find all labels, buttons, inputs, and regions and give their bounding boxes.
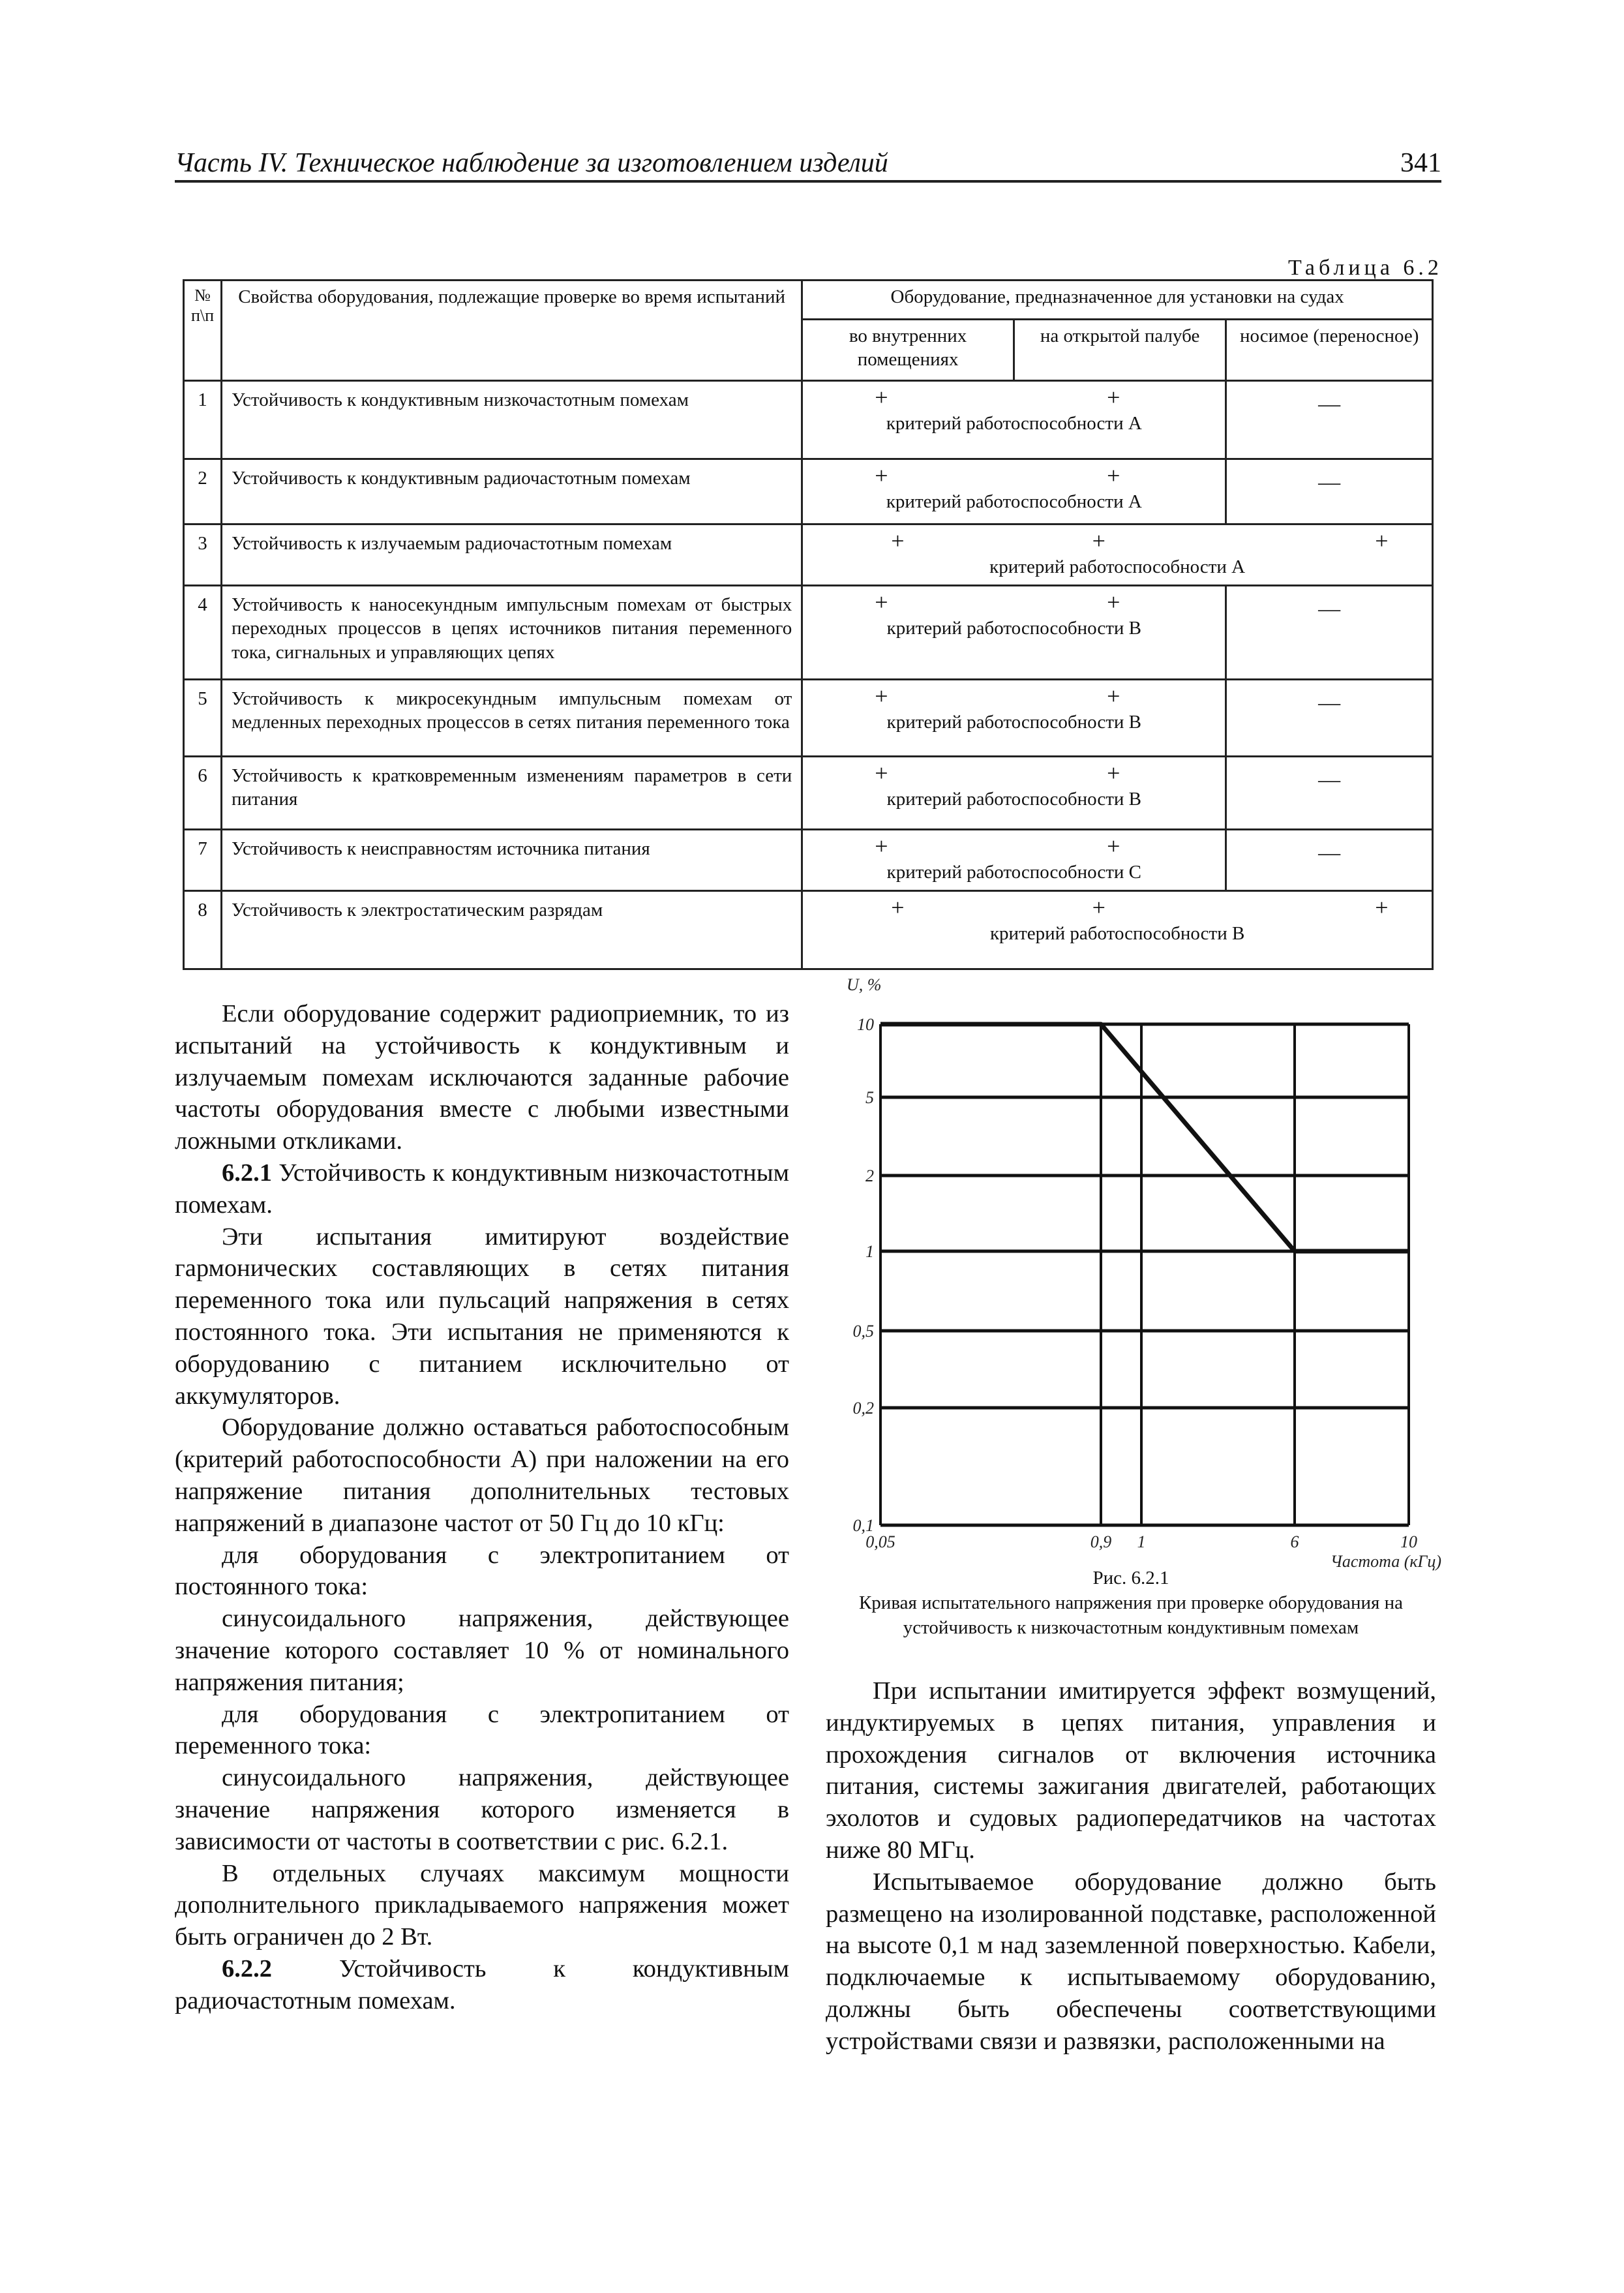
plus-indoor: +: [875, 589, 888, 615]
plus-deck: +: [1107, 589, 1120, 615]
plus-deck: +: [1107, 463, 1120, 489]
row-criterion-cell: [802, 680, 1226, 757]
row-number: 8: [184, 891, 222, 969]
paragraph: В отдельных случаях максимум мощности дополнительного прикладываемого напряжения может быть ограничен до 2 Вт.: [175, 1859, 789, 1951]
row-criterion-cell: [802, 830, 1226, 891]
row-criterion-cell: [802, 586, 1226, 680]
row-number: 2: [184, 459, 222, 524]
row-property: Устойчивость к кратковременным изменениям параметров в сети питания: [221, 757, 802, 830]
row-portable: —: [1226, 459, 1433, 524]
row-criterion-cell: [802, 524, 1433, 586]
row-number: 1: [184, 381, 222, 459]
table-row: [184, 891, 1433, 969]
col-header-properties: Свойства оборудования, подлежащие проверке во время испытаний: [221, 281, 802, 381]
plus-deck: +: [1092, 894, 1105, 920]
paragraph: для оборудования с электропитанием от переменного тока:: [175, 1700, 789, 1760]
y-tick-label: 2: [865, 1166, 874, 1185]
row-portable: —: [1226, 680, 1433, 757]
voltage-frequency-chart: [822, 972, 1448, 1579]
plus-indoor: +: [875, 760, 888, 786]
figure-caption: Кривая испытательного напряжения при проверке оборудования на устойчивость к низкочастотным кондуктивным помехам: [858, 1592, 1404, 1638]
row-number: 6: [184, 757, 222, 830]
y-tick-label: 10: [857, 1015, 874, 1034]
figure-label: Рис. 6.2.1: [1092, 1568, 1169, 1588]
x-axis-label: Частота (кГц): [1330, 1552, 1441, 1571]
section-title: Устойчивость к кондуктивным низкочастотным помехам.: [175, 1159, 789, 1219]
criterion-text: критерий работоспособности В: [989, 923, 1245, 944]
row-criterion-cell: [802, 381, 1226, 459]
section-heading-6-2-2: [175, 1953, 789, 2017]
col-header-indoor: во внутренних помещениях: [802, 320, 1014, 381]
table-row: [184, 381, 1433, 459]
y-tick-label: 1: [865, 1242, 874, 1261]
page-number: 341: [1400, 148, 1441, 178]
paragraph: Оборудование должно оставаться работоспособным (критерий работоспособности А) при наложении на его напряжение питания дополнительных тестовых напряжений в диапазоне частот от 50 Гц до 10 кГц:: [175, 1414, 789, 1537]
plus-deck: +: [1107, 683, 1120, 709]
row-criterion-cell: [802, 459, 1226, 524]
row-portable: —: [1226, 586, 1433, 680]
row-property: Устойчивость к наносекундным импульсным помехам от быстрых переходных процессов в цепях источников питания переменного тока, сигнальных и управляющих цепях: [221, 586, 802, 680]
row-property: Устойчивость к электростатическим разрядам: [221, 891, 802, 969]
paragraph: При испытании имитируется эффект возмущений, индуктируемых в цепях питания, управления и прохождения сигналов от включения источника питания, системы зажигания двигателей, работающих эхолотов и судовых радиопередатчиков на частотах ниже 80 МГц.: [826, 1677, 1436, 1864]
x-tick-label: 6: [1290, 1532, 1299, 1551]
criterion-text: критерий работоспособности В: [886, 618, 1141, 639]
right-text-column: [826, 1675, 1436, 2058]
y-tick-label: 0,2: [852, 1399, 874, 1418]
table-row: [184, 524, 1433, 586]
col-header-deck: на открытой палубе: [1014, 320, 1226, 381]
properties-table: [183, 279, 1434, 970]
y-tick-label: 0,1: [852, 1516, 874, 1535]
y-tick-label: 0,5: [852, 1322, 874, 1341]
table-caption: Таблица 6.2: [1288, 256, 1443, 280]
row-property: Устойчивость к неисправностям источника питания: [221, 830, 802, 891]
criterion-text: критерий работоспособности А: [989, 556, 1246, 577]
figure-caption-block: [826, 1566, 1436, 1640]
col-header-portable: носимое (переносное): [1226, 320, 1433, 381]
col-header-num: № п\п: [184, 281, 222, 381]
plus-indoor: +: [875, 683, 888, 709]
row-criterion-cell: [802, 891, 1433, 969]
paragraph: для оборудования с электропитанием от постоянного тока:: [175, 1541, 789, 1601]
paragraph: синусоидального напряжения, действующее значение напряжения которого изменяется в зависимости от частоты в соответствии с рис. 6.2.1.: [175, 1764, 789, 1855]
section-number: 6.2.1: [222, 1159, 272, 1187]
table-row: [184, 830, 1433, 891]
plus-portable: +: [1375, 894, 1389, 920]
plus-deck: +: [1107, 760, 1120, 786]
row-number: 3: [184, 524, 222, 586]
paragraph: Эти испытания имитируют воздействие гармонических составляющих в сетях питания переменного тока или пульсаций напряжения в сетях постоянного тока. Эти испытания не применяются к оборудованию с питанием исключительно от аккумуляторов.: [175, 1222, 789, 1410]
section-heading-6-2-1: [175, 1157, 789, 1221]
row-number: 4: [184, 586, 222, 680]
criterion-text: критерий работоспособности А: [886, 413, 1142, 434]
paragraph: Испытываемое оборудование должно быть размещено на изолированной подставке, расположенной на высоте 0,1 м над заземленной поверхностью. Кабели, подключаемые к испытываемому оборудованию, должны быть обеспечены соответствующими устройствами связи и развязки, расположенными на: [826, 1868, 1436, 2055]
row-property: Устойчивость к микросекундным импульсным помехам от медленных переходных процессов в сетях питания переменного тока: [221, 680, 802, 757]
running-title: Часть IV. Техническое наблюдение за изготовлением изделий: [175, 148, 888, 178]
plus-portable: +: [1375, 528, 1389, 554]
x-tick-label: 0,05: [865, 1532, 895, 1551]
row-number: 7: [184, 830, 222, 891]
plus-deck: +: [1092, 528, 1105, 554]
plus-indoor: +: [875, 463, 888, 489]
row-criterion-cell: [802, 757, 1226, 830]
row-property: Устойчивость к кондуктивным низкочастотным помехам: [221, 381, 802, 459]
row-portable: —: [1226, 830, 1433, 891]
left-text-column: [175, 998, 789, 2017]
plus-indoor: +: [875, 384, 888, 410]
table-row: [184, 459, 1433, 524]
y-axis-label: U, %: [847, 975, 882, 994]
page-header: [175, 145, 1441, 183]
table-row: [184, 586, 1433, 680]
table-row: [184, 757, 1433, 830]
plus-indoor: +: [891, 528, 905, 554]
series-line: [880, 1024, 1409, 1251]
plus-deck: +: [1107, 833, 1120, 859]
row-portable: —: [1226, 381, 1433, 459]
criterion-text: критерий работоспособности В: [886, 789, 1141, 810]
criterion-text: критерий работоспособности С: [886, 862, 1141, 883]
plus-indoor: +: [891, 894, 905, 920]
x-tick-label: 0,9: [1090, 1532, 1112, 1551]
row-number: 5: [184, 680, 222, 757]
row-property: Устойчивость к излучаемым радиочастотным помехам: [221, 524, 802, 586]
row-portable: —: [1226, 757, 1433, 830]
plus-indoor: +: [875, 833, 888, 859]
row-property: Устойчивость к кондуктивным радиочастотным помехам: [221, 459, 802, 524]
plus-deck: +: [1107, 384, 1120, 410]
col-header-equipment: Оборудование, предназначенное для установки на судах: [802, 281, 1433, 320]
criterion-text: критерий работоспособности В: [886, 712, 1141, 733]
section-number: 6.2.2: [222, 1954, 272, 1982]
paragraph: синусоидального напряжения, действующее значение которого составляет 10 % от номинального напряжения питания;: [175, 1605, 789, 1696]
table-row: [184, 680, 1433, 757]
paragraph: Если оборудование содержит радиоприемник, то из испытаний на устойчивость к кондуктивным и излучаемым помехам исключаются заданные рабочие частоты оборудования вместе с любыми известными ложными откликами.: [175, 1000, 789, 1155]
y-tick-label: 5: [865, 1088, 874, 1107]
x-tick-label: 1: [1137, 1532, 1146, 1551]
section-title: Устойчивость к кондуктивным радиочастотным помехам.: [175, 1954, 789, 2014]
x-tick-label: 10: [1400, 1532, 1417, 1551]
criterion-text: критерий работоспособности А: [886, 491, 1142, 512]
